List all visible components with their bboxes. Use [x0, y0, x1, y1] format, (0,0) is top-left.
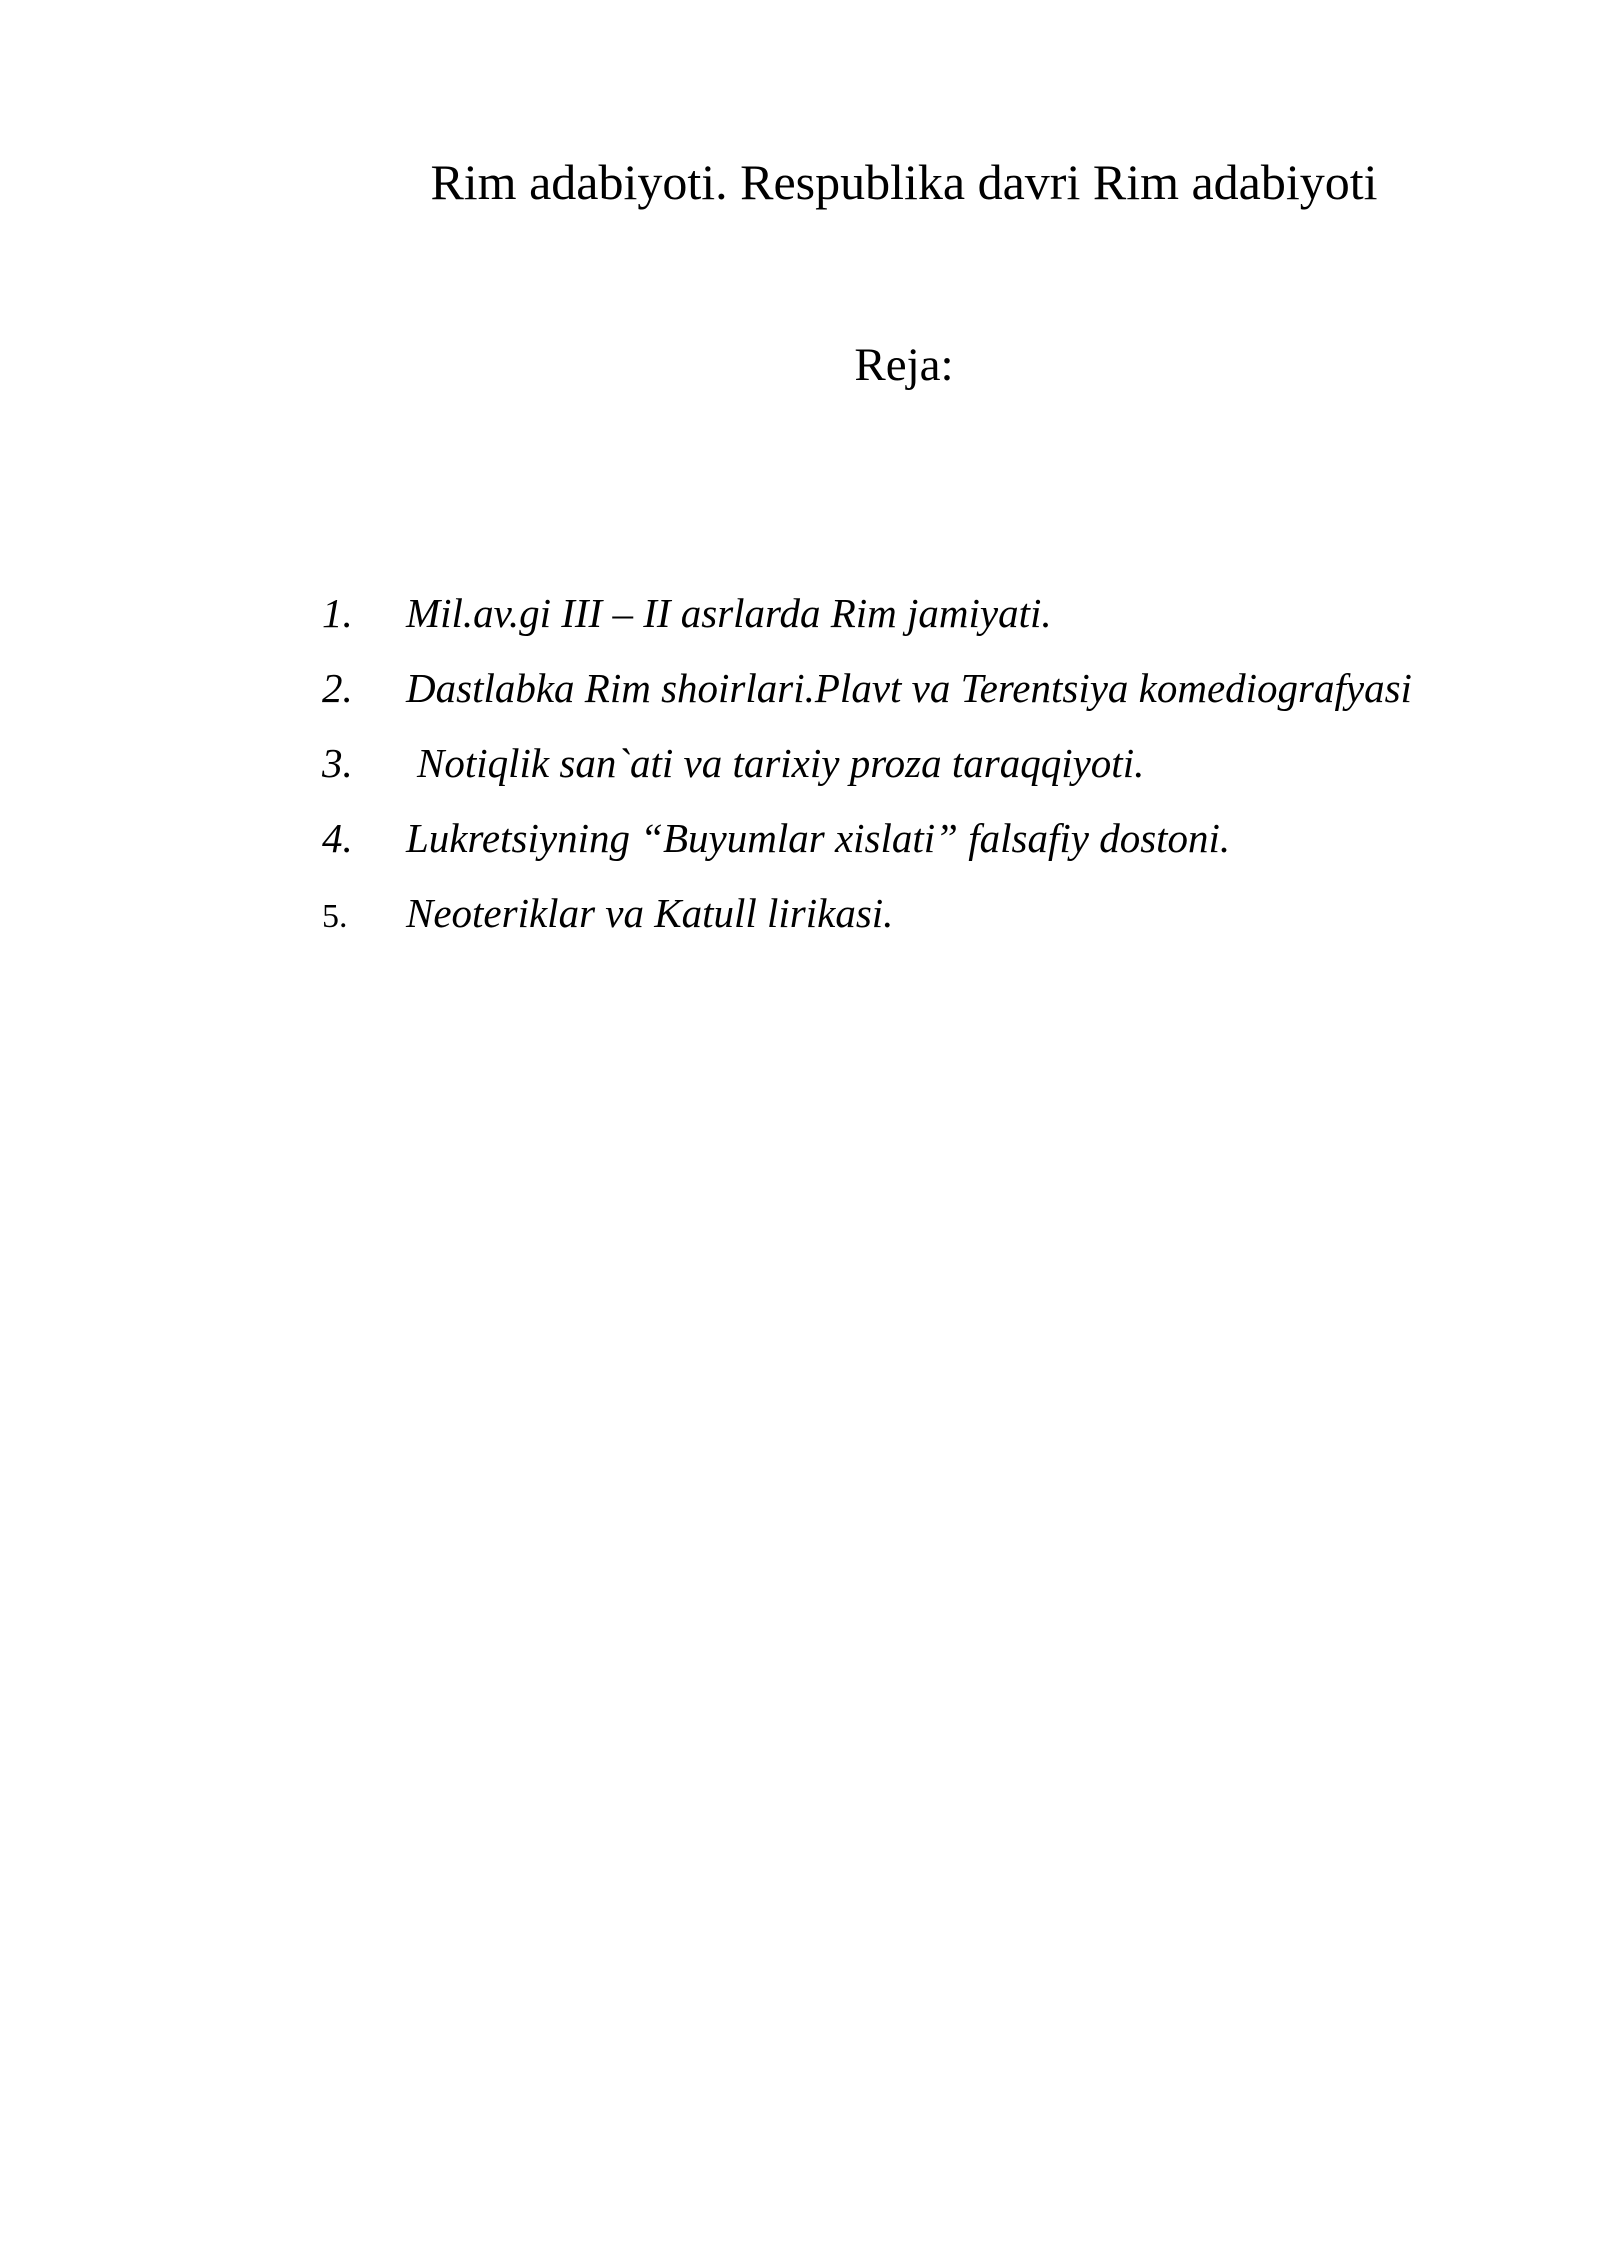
- plan-item-number: 3.: [322, 740, 353, 786]
- plan-item-text: Notiqlik san`ati va tarixiy proza taraqqiyoti.: [417, 740, 1145, 786]
- plan-item-number: 2.: [322, 665, 353, 711]
- document-title: Rim adabiyoti. Respublika davri Rim adabiyoti: [430, 154, 1378, 210]
- plan-item-text: Lukretsiyning “Buyumlar xislati” falsafiy dostoni.: [406, 815, 1231, 861]
- plan-item-number: 4.: [322, 815, 353, 861]
- plan-item-text: Mil.av.gi III – II asrlarda Rim jamiyati.: [406, 590, 1052, 636]
- plan-item-number: 1.: [322, 590, 353, 636]
- plan-item-number: 5.: [322, 898, 348, 935]
- plan-heading: Reja:: [854, 339, 954, 391]
- plan-item-text: Neoteriklar va Katull lirikasi.: [406, 890, 894, 936]
- plan-item-text: Dastlabka Rim shoirlari.Plavt va Terentsiya komediografyasi: [406, 665, 1412, 711]
